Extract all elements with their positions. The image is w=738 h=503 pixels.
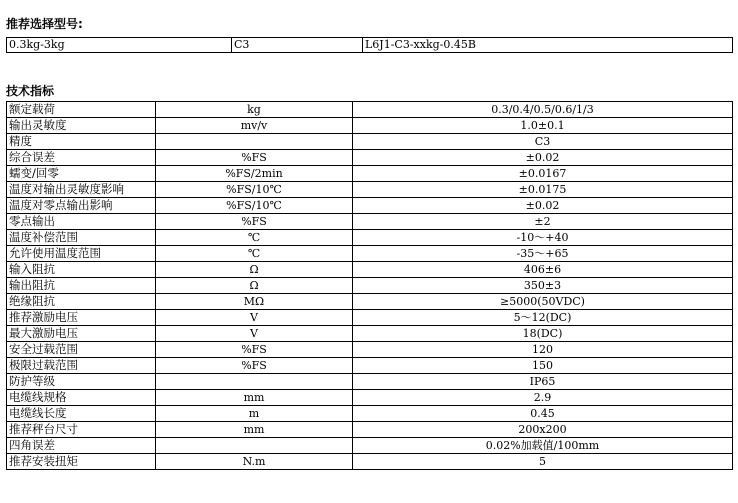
spec-unit-cell: %FS	[156, 150, 353, 166]
spec-name-cell: 四角误差	[7, 438, 156, 454]
spec-name-cell: 额定载荷	[7, 102, 156, 118]
spec-unit-cell	[156, 134, 353, 150]
spec-unit-cell: mv/v	[156, 118, 353, 134]
spec-value-cell: ±0.02	[353, 150, 733, 166]
spec-value-cell: 406±6	[353, 262, 733, 278]
table-row	[7, 102, 733, 118]
spec-name-cell: 温度对零点输出影响	[7, 198, 156, 214]
table-row	[7, 166, 733, 182]
table-row	[7, 358, 733, 374]
table-row	[7, 374, 733, 390]
recommended-model-table	[6, 37, 733, 53]
spec-name-cell: 推荐激励电压	[7, 310, 156, 326]
spec-value-cell: ±0.02	[353, 198, 733, 214]
spec-name-cell: 蠕变/回零	[7, 166, 156, 182]
spec-name-cell: 安全过载范围	[7, 342, 156, 358]
table-row	[7, 294, 733, 310]
table-row	[7, 422, 733, 438]
spec-value-cell: 350±3	[353, 278, 733, 294]
spec-value-cell: 1.0±0.1	[353, 118, 733, 134]
spec-name-cell: 输出阻抗	[7, 278, 156, 294]
spec-unit-cell: %FS/2min	[156, 166, 353, 182]
spec-value-cell: 18(DC)	[353, 326, 733, 342]
spec-value-cell: 200x200	[353, 422, 733, 438]
spec-name-cell: 输入阻抗	[7, 262, 156, 278]
table-row	[7, 38, 733, 53]
spec-value-cell: 0.45	[353, 406, 733, 422]
recommended-model-heading: 推荐选择型号:	[6, 17, 83, 31]
table-row	[7, 246, 733, 262]
spec-unit-cell	[156, 438, 353, 454]
spec-value-cell: C3	[353, 134, 733, 150]
table-row	[7, 150, 733, 166]
table-row	[7, 342, 733, 358]
capacity-range-cell: 0.3kg-3kg	[7, 38, 232, 53]
spec-value-cell: 2.9	[353, 390, 733, 406]
spec-value-cell: 0.02%加载值/100mm	[353, 438, 733, 454]
spec-unit-cell: m	[156, 406, 353, 422]
specs-table	[6, 101, 733, 470]
table-row	[7, 406, 733, 422]
spec-unit-cell: %FS/10℃	[156, 182, 353, 198]
spec-name-cell: 精度	[7, 134, 156, 150]
spec-value-cell: 5～12(DC)	[353, 310, 733, 326]
spec-name-cell: 防护等级	[7, 374, 156, 390]
spec-name-cell: 零点输出	[7, 214, 156, 230]
spec-value-cell: 150	[353, 358, 733, 374]
spec-unit-cell: %FS	[156, 358, 353, 374]
table-row	[7, 182, 733, 198]
spec-unit-cell: MΩ	[156, 294, 353, 310]
spec-value-cell: 5	[353, 454, 733, 470]
spec-unit-cell	[156, 374, 353, 390]
spec-name-cell: 推荐安装扭矩	[7, 454, 156, 470]
spec-unit-cell: N.m	[156, 454, 353, 470]
table-row	[7, 438, 733, 454]
spec-value-cell: -35～+65	[353, 246, 733, 262]
spec-unit-cell: V	[156, 326, 353, 342]
table-row	[7, 230, 733, 246]
table-row	[7, 134, 733, 150]
spec-unit-cell: mm	[156, 422, 353, 438]
spec-unit-cell: Ω	[156, 262, 353, 278]
spec-value-cell: -10～+40	[353, 230, 733, 246]
spec-name-cell: 最大激励电压	[7, 326, 156, 342]
spec-name-cell: 推荐秤台尺寸	[7, 422, 156, 438]
spec-unit-cell: ℃	[156, 230, 353, 246]
spec-value-cell: ±2	[353, 214, 733, 230]
spec-unit-cell: mm	[156, 390, 353, 406]
spec-value-cell: ≥5000(50VDC)	[353, 294, 733, 310]
spec-value-cell: 0.3/0.4/0.5/0.6/1/3	[353, 102, 733, 118]
table-row	[7, 454, 733, 470]
spec-name-cell: 允许使用温度范围	[7, 246, 156, 262]
spec-name-cell: 输出灵敏度	[7, 118, 156, 134]
spec-name-cell: 极限过载范围	[7, 358, 156, 374]
table-row	[7, 262, 733, 278]
table-row	[7, 118, 733, 134]
spec-name-cell: 温度对输出灵敏度影响	[7, 182, 156, 198]
table-row	[7, 198, 733, 214]
spec-name-cell: 电缆线规格	[7, 390, 156, 406]
specs-heading: 技术指标	[6, 84, 55, 98]
table-row	[7, 278, 733, 294]
spec-unit-cell: Ω	[156, 278, 353, 294]
table-row	[7, 326, 733, 342]
table-row	[7, 310, 733, 326]
table-row	[7, 390, 733, 406]
spec-unit-cell: %FS	[156, 214, 353, 230]
spec-name-cell: 温度补偿范围	[7, 230, 156, 246]
accuracy-class-cell: C3	[232, 38, 363, 53]
spec-unit-cell: kg	[156, 102, 353, 118]
spec-name-cell: 电缆线长度	[7, 406, 156, 422]
spec-value-cell: 120	[353, 342, 733, 358]
spec-name-cell: 综合误差	[7, 150, 156, 166]
spec-unit-cell: %FS/10℃	[156, 198, 353, 214]
spec-unit-cell: ℃	[156, 246, 353, 262]
model-number-cell: L6J1-C3-xxkg-0.45B	[363, 38, 733, 53]
table-row	[7, 214, 733, 230]
spec-value-cell: ±0.0175	[353, 182, 733, 198]
spec-unit-cell: %FS	[156, 342, 353, 358]
spec-value-cell: IP65	[353, 374, 733, 390]
spec-name-cell: 绝缘阻抗	[7, 294, 156, 310]
spec-value-cell: ±0.0167	[353, 166, 733, 182]
spec-unit-cell: V	[156, 310, 353, 326]
